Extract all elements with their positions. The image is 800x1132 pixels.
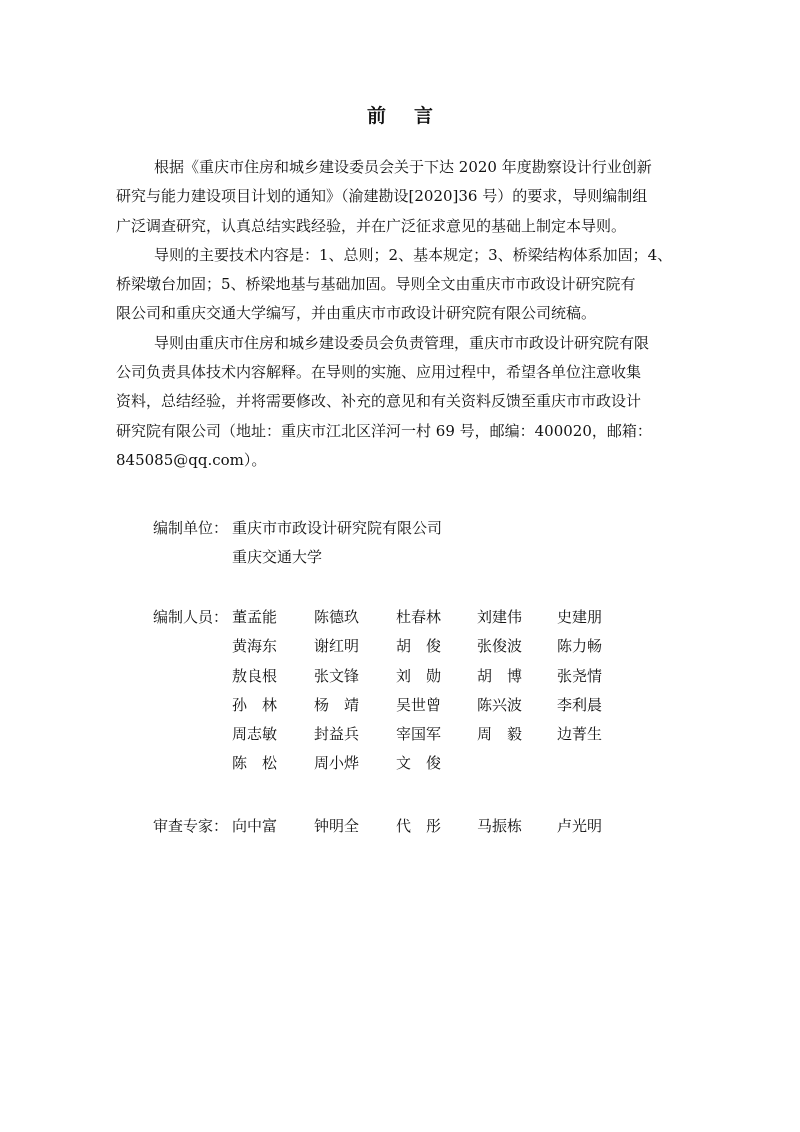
compiling-unit: 重庆交通大学 xyxy=(232,548,323,567)
text-line: 资料，总结经验，并将需要修改、补充的意见和有关资料反馈至重庆市市政设计 xyxy=(116,392,642,411)
compiler-name: 文 俊 xyxy=(396,754,442,773)
compiler-name: 陈德玖 xyxy=(314,608,360,626)
title-char-1: 前 xyxy=(366,105,386,127)
compiler-name: 宰国军 xyxy=(396,725,442,744)
compiler-name: 边菁生 xyxy=(557,725,603,744)
compiler-name: 李利晨 xyxy=(557,695,603,714)
page-title xyxy=(0,101,800,128)
compiler-name: 胡 俊 xyxy=(396,637,442,656)
compiler-name: 史建朋 xyxy=(557,608,603,626)
text-line: 公司负责具体技术内容解释。在导则的实施、应用过程中，希望各单位注意收集 xyxy=(116,363,642,382)
compiling-unit: 重庆市市政设计研究院有限公司 xyxy=(232,519,443,537)
compiler-name: 杨 靖 xyxy=(314,695,360,714)
text-line: 根据《重庆市住房和城乡建设委员会关于下达 2020 年度勘察设计行业创新 xyxy=(154,158,652,176)
compiler-name: 董孟能 xyxy=(232,608,278,626)
reviewer-name: 卢光明 xyxy=(557,817,603,835)
compiler-name: 张尧情 xyxy=(557,666,603,685)
compiler-name: 周 毅 xyxy=(477,725,523,744)
title-char-2: 言 xyxy=(414,105,434,127)
text-line: 导则的主要技术内容是：1、总则；2、基本规定；3、桥梁结构体系加固；4、 xyxy=(154,245,673,264)
compiler-name: 杜春林 xyxy=(396,608,442,626)
compiling-units-label: 编制单位： xyxy=(153,519,229,537)
text-line: 桥梁墩台加固；5、桥梁地基与基础加固。导则全文由重庆市市政设计研究院有 xyxy=(116,275,636,294)
compiler-name: 周小烨 xyxy=(314,754,360,773)
text-line: 845085@qq.com）。 xyxy=(116,450,267,469)
paragraph-3 xyxy=(116,329,684,475)
compiler-name: 刘建伟 xyxy=(477,608,523,626)
foreword-body xyxy=(116,153,684,475)
text-line: 研究与能力建设项目计划的通知》（渝建勘设[2020]36 号）的要求，导则编制组 xyxy=(116,187,648,206)
reviewers-label: 审查专家： xyxy=(153,817,229,835)
text-line: 导则由重庆市住房和城乡建设委员会负责管理，重庆市市政设计研究院有限 xyxy=(154,333,650,352)
paragraph-2 xyxy=(116,241,684,329)
compiler-name: 吴世曾 xyxy=(396,695,442,714)
compiler-name: 陈 松 xyxy=(232,754,278,773)
compiler-name: 敖良根 xyxy=(232,666,278,685)
compiler-name: 张俊波 xyxy=(477,637,523,656)
compilers-label: 编制人员： xyxy=(153,608,229,626)
text-line: 研究院有限公司（地址：重庆市江北区洋河一村 69 号，邮编：400020，邮箱： xyxy=(116,421,652,440)
compiler-name: 谢红明 xyxy=(314,637,360,656)
reviewer-name: 马振栋 xyxy=(477,817,523,835)
compiler-name: 陈兴波 xyxy=(477,695,523,714)
reviewer-name: 向中富 xyxy=(232,817,278,835)
text-line: 限公司和重庆交通大学编写，并由重庆市市政设计研究院有限公司统稿。 xyxy=(116,304,597,323)
compiler-name: 孙 林 xyxy=(232,695,278,714)
compiler-name: 刘 勋 xyxy=(396,666,442,685)
compiler-name: 周志敏 xyxy=(232,725,278,744)
compiler-name: 黄海东 xyxy=(232,637,278,656)
text-line: 广泛调查研究，认真总结实践经验，并在广泛征求意见的基础上制定本导则。 xyxy=(116,216,627,235)
compiler-name: 陈力畅 xyxy=(557,637,603,656)
compiler-name: 张文锋 xyxy=(314,666,360,685)
compiler-name: 胡 博 xyxy=(477,666,523,685)
paragraph-1 xyxy=(116,153,684,241)
compiler-name: 封益兵 xyxy=(314,725,360,744)
reviewer-name: 代 彤 xyxy=(396,817,442,835)
reviewer-name: 钟明全 xyxy=(314,817,360,835)
